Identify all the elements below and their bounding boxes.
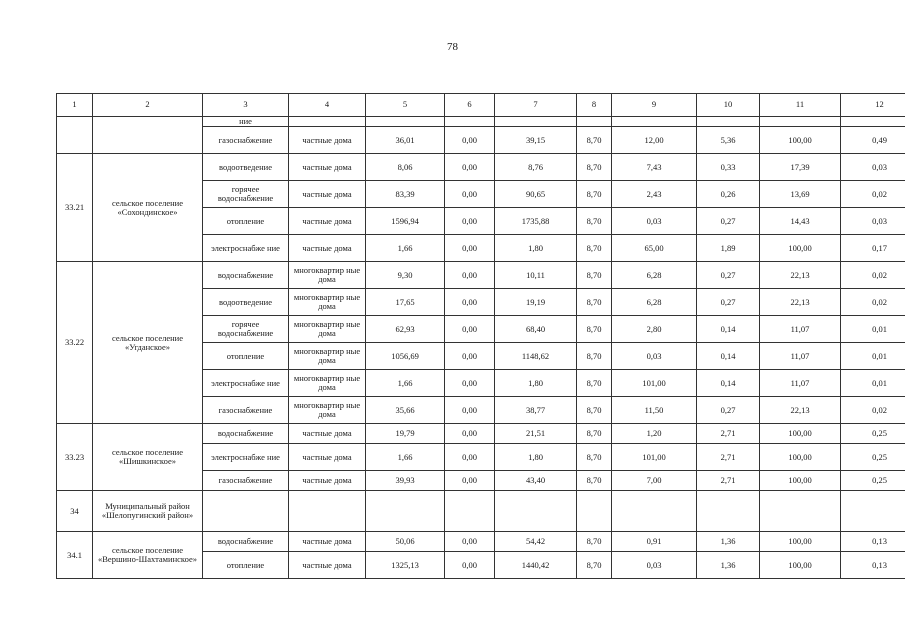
table-row: электроснабже ние многоквартир ные дома 1,66 0,00 1,80 8,70 101,00 0,14 11,07 0,01	[57, 370, 905, 397]
housing-cell: частные дома	[289, 552, 366, 579]
column-header: 10	[697, 94, 760, 117]
housing-cell: многоквартир ные дома	[289, 343, 366, 370]
page-number: 78	[447, 41, 458, 53]
service-cell: водоснабжение	[203, 424, 289, 444]
service-cell: ние	[203, 117, 289, 127]
housing-cell: многоквартир ные дома	[289, 397, 366, 424]
service-cell: газоснабжение	[203, 471, 289, 491]
row-name: сельское поселение «Вершино-Шахтаминское»	[93, 532, 203, 579]
column-header: 6	[445, 94, 495, 117]
row-code: 34	[57, 491, 93, 532]
housing-cell: многоквартир ные дома	[289, 262, 366, 289]
housing-cell: частные дома	[289, 532, 366, 552]
service-cell: водоснабжение	[203, 532, 289, 552]
table-row: 33.23 сельское поселение «Шишкинское» водоснабжение частные дома 19,79 0,00 21,51 8,70 1,20 2,71 100,00 0,25	[57, 424, 905, 444]
table-row: отопление частные дома 1325,13 0,00 1440,42 8,70 0,03 1,36 100,00 0,13	[57, 552, 905, 579]
row-code	[57, 117, 93, 154]
table-row: электроснабже ние частные дома 1,66 0,00 1,80 8,70 65,00 1,89 100,00 0,17	[57, 235, 905, 262]
housing-cell: частные дома	[289, 444, 366, 471]
housing-cell: многоквартир ные дома	[289, 289, 366, 316]
housing-cell: многоквартир ные дома	[289, 316, 366, 343]
service-cell: водоотведение	[203, 154, 289, 181]
service-cell: газоснабжение	[203, 127, 289, 154]
service-cell: газоснабжение	[203, 397, 289, 424]
row-code: 33.22	[57, 262, 93, 424]
table-row: электроснабже ние частные дома 1,66 0,00 1,80 8,70 101,00 2,71 100,00 0,25	[57, 444, 905, 471]
table-row: газоснабжение многоквартир ные дома 35,66 0,00 38,77 8,70 11,50 0,27 22,13 0,02	[57, 397, 905, 424]
table-row: отопление частные дома 1596,94 0,00 1735,88 8,70 0,03 0,27 14,43 0,03	[57, 208, 905, 235]
table-row: 34.1 сельское поселение «Вершино-Шахтаминское» водоснабжение частные дома 50,06 0,00 54,42 8,70 0,91 1,36 100,00 0,13	[57, 532, 905, 552]
housing-cell: частные дома	[289, 471, 366, 491]
table-row: отопление многоквартир ные дома 1056,69 0,00 1148,62 8,70 0,03 0,14 11,07 0,01	[57, 343, 905, 370]
column-header: 11	[760, 94, 841, 117]
housing-cell: частные дома	[289, 235, 366, 262]
service-cell: горячее водоснабжение	[203, 316, 289, 343]
row-name: сельское поселение «Угданское»	[93, 262, 203, 424]
table-row: горячее водоснабжение частные дома 83,39 0,00 90,65 8,70 2,43 0,26 13,69 0,02	[57, 181, 905, 208]
column-header: 9	[612, 94, 697, 117]
tariff-table	[56, 93, 905, 579]
table-row	[57, 491, 905, 532]
table-row: газоснабжение частные дома 36,01 0,00 39,15 8,70 12,00 5,36 100,00 0,49	[57, 127, 905, 154]
table-row: 33.21 сельское поселение «Сохондинское» водоотведение частные дома 8,06 0,00 8,76 8,70 7,43 0,33 17,39 0,03	[57, 154, 905, 181]
housing-cell: частные дома	[289, 424, 366, 444]
column-header: 3	[203, 94, 289, 117]
column-header: 2	[93, 94, 203, 117]
housing-cell: частные дома	[289, 181, 366, 208]
service-cell: водоотведение	[203, 289, 289, 316]
housing-cell: частные дома	[289, 208, 366, 235]
row-name: Муниципальный район «Шелопугинский район»	[93, 491, 203, 532]
row-code: 34.1	[57, 532, 93, 579]
service-cell: электроснабже ние	[203, 370, 289, 397]
table-row: водоотведение многоквартир ные дома 17,65 0,00 19,19 8,70 6,28 0,27 22,13 0,02	[57, 289, 905, 316]
service-cell: отопление	[203, 552, 289, 579]
row-name: сельское поселение «Сохондинское»	[93, 154, 203, 262]
row-code: 33.23	[57, 424, 93, 491]
column-header: 8	[577, 94, 612, 117]
table-header-row	[57, 94, 905, 117]
housing-cell: частные дома	[289, 127, 366, 154]
table-row	[57, 117, 905, 127]
table-row: газоснабжение частные дома 39,93 0,00 43,40 8,70 7,00 2,71 100,00 0,25	[57, 471, 905, 491]
service-cell: отопление	[203, 343, 289, 370]
row-name: сельское поселение «Шишкинское»	[93, 424, 203, 491]
housing-cell: многоквартир ные дома	[289, 370, 366, 397]
service-cell: электроснабже ние	[203, 444, 289, 471]
table-row: горячее водоснабжение многоквартир ные дома 62,93 0,00 68,40 8,70 2,80 0,14 11,07 0,01	[57, 316, 905, 343]
column-header: 5	[366, 94, 445, 117]
table-row: 33.22 сельское поселение «Угданское» водоснабжение многоквартир ные дома 9,30 0,00 10,11 8,70 6,28 0,27 22,13 0,02	[57, 262, 905, 289]
row-code: 33.21	[57, 154, 93, 262]
service-cell: водоснабжение	[203, 262, 289, 289]
column-header: 4	[289, 94, 366, 117]
row-name	[93, 117, 203, 154]
service-cell: отопление	[203, 208, 289, 235]
service-cell: электроснабже ние	[203, 235, 289, 262]
column-header: 7	[495, 94, 577, 117]
column-header: 1	[57, 94, 93, 117]
housing-cell: частные дома	[289, 154, 366, 181]
column-header: 12	[841, 94, 905, 117]
service-cell: горячее водоснабжение	[203, 181, 289, 208]
